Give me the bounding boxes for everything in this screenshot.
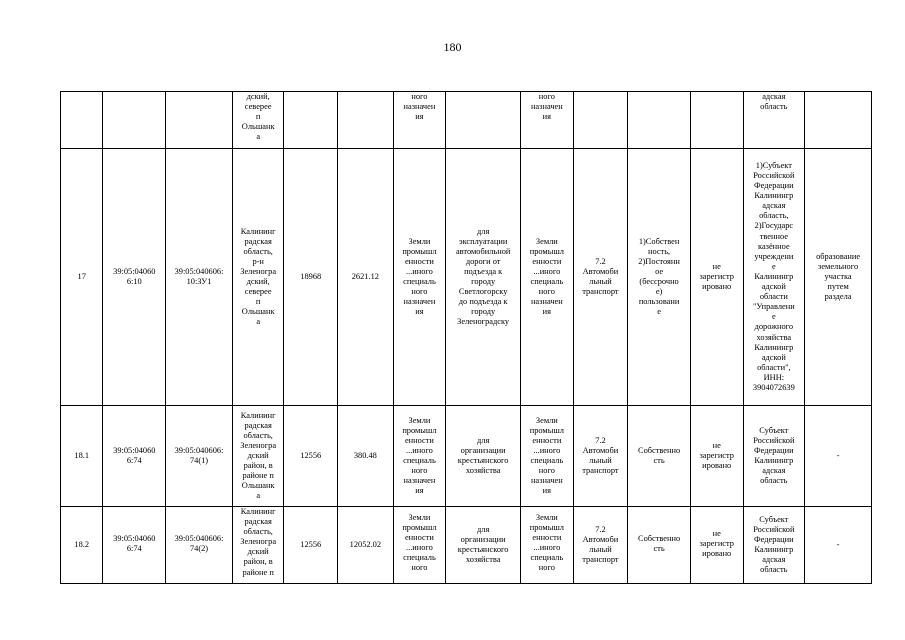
cell-number: 18.2 (61, 507, 103, 584)
cell-seized-area: 380.48 (338, 406, 394, 507)
cell-source-cadastral: 39:05:04060 6:74 (103, 507, 166, 584)
cell-address: дский, северее п Ольшанк а (232, 92, 284, 149)
cell-permitted-use: для эксплуатации автомобильной дороги от подъезда к городу Светлогорску до подъезда к городу Зеленоградску (446, 149, 521, 406)
cell-area: 12556 (284, 406, 338, 507)
cell-number (61, 92, 103, 149)
cell-plot-designation: 39:05:040606: 74(1) (166, 406, 233, 507)
cell-new-permitted-use: 7.2 Автомоби льный транспорт (573, 149, 628, 406)
cell-encumbrance (690, 92, 743, 149)
cell-land-category: Земли промышл енности ...иного специаль ного (393, 507, 446, 584)
cell-seized-area (338, 92, 394, 149)
table-row-18-2 (61, 507, 872, 584)
cell-new-permitted-use: 7.2 Автомоби льный транспорт (573, 406, 628, 507)
cell-number: 17 (61, 149, 103, 406)
cell-source-cadastral (103, 92, 166, 149)
page-number: 180 (443, 40, 462, 54)
cell-new-land-category: Земли промышл енности ...иного специаль ного назначен ия (521, 406, 574, 507)
cell-plot-designation: 39:05:040606: 10:ЗУ1 (166, 149, 233, 406)
cell-new-permitted-use: 7.2 Автомоби льный транспорт (573, 507, 628, 584)
cell-source-cadastral: 39:05:04060 6:10 (103, 149, 166, 406)
cell-number: 18.1 (61, 406, 103, 507)
table-row-17 (61, 149, 872, 406)
cell-seized-area: 12052.02 (338, 507, 394, 584)
cell-new-permitted-use (573, 92, 628, 149)
cell-plot-designation (166, 92, 233, 149)
land-plot-table (60, 91, 872, 584)
cell-encumbrance: не зарегистр ировано (690, 507, 743, 584)
cell-right-type: 1)Собствен ность, 2)Постоянн ое (бессрочно е) пользовани е (628, 149, 691, 406)
cell-area: 12556 (284, 507, 338, 584)
cell-formation-method: образование земельного участка путем раздела (805, 149, 872, 406)
cell-right-holder: Субъект Российской Федерации Калинингр адская область (743, 406, 805, 507)
cell-formation-method (805, 92, 872, 149)
cell-encumbrance: не зарегистр ировано (690, 406, 743, 507)
table-row-18-1 (61, 406, 872, 507)
cell-formation-method: - (805, 406, 872, 507)
cell-right-type (628, 92, 691, 149)
cell-right-holder: адская область (743, 92, 805, 149)
cell-permitted-use (446, 92, 521, 149)
cell-plot-designation: 39:05:040606: 74(2) (166, 507, 233, 584)
cell-new-land-category: Земли промышл енности ...иного специаль ного назначен ия (521, 149, 574, 406)
table-row-continuation (61, 92, 872, 149)
cell-right-type: Собственно сть (628, 406, 691, 507)
cell-area (284, 92, 338, 149)
cell-land-category: ного назначен ия (393, 92, 446, 149)
cell-formation-method: - (805, 507, 872, 584)
cell-new-land-category: ного назначен ия (521, 92, 574, 149)
cell-seized-area: 2621.12 (338, 149, 394, 406)
cell-address: Калининг радская область, Зеленогра дский район, в районе п Ольшанк а (232, 406, 284, 507)
cell-land-category: Земли промышл енности ...иного специаль ного назначен ия (393, 406, 446, 507)
cell-right-type: Собственно сть (628, 507, 691, 584)
cell-encumbrance: не зарегистр ировано (690, 149, 743, 406)
cell-new-land-category: Земли промышл енности ...иного специаль ного (521, 507, 574, 584)
cell-right-holder: Субъект Российской Федерации Калинингр адская область (743, 507, 805, 584)
cell-land-category: Земли промышл енности ...иного специаль ного назначен ия (393, 149, 446, 406)
cell-source-cadastral: 39:05:04060 6:74 (103, 406, 166, 507)
cell-permitted-use: для организации крестьянского хозяйства (446, 507, 521, 584)
cell-address: Калининг радская область, р-н Зеленогра дский, северее п Ольшанк а (232, 149, 284, 406)
cell-area: 18968 (284, 149, 338, 406)
cell-permitted-use: для организации крестьянского хозяйства (446, 406, 521, 507)
cell-address: Калининг радская область, Зеленогра дский район, в районе п (232, 507, 284, 584)
cell-right-holder: 1)Субъект Российской Федерации Калинингр адская область, 2)Государс твенное казённое учреждени е Калинингр адской области "Управлени е дорожного хозяйства Калинингр адской области", ИНН: 3904072639 (743, 149, 805, 406)
